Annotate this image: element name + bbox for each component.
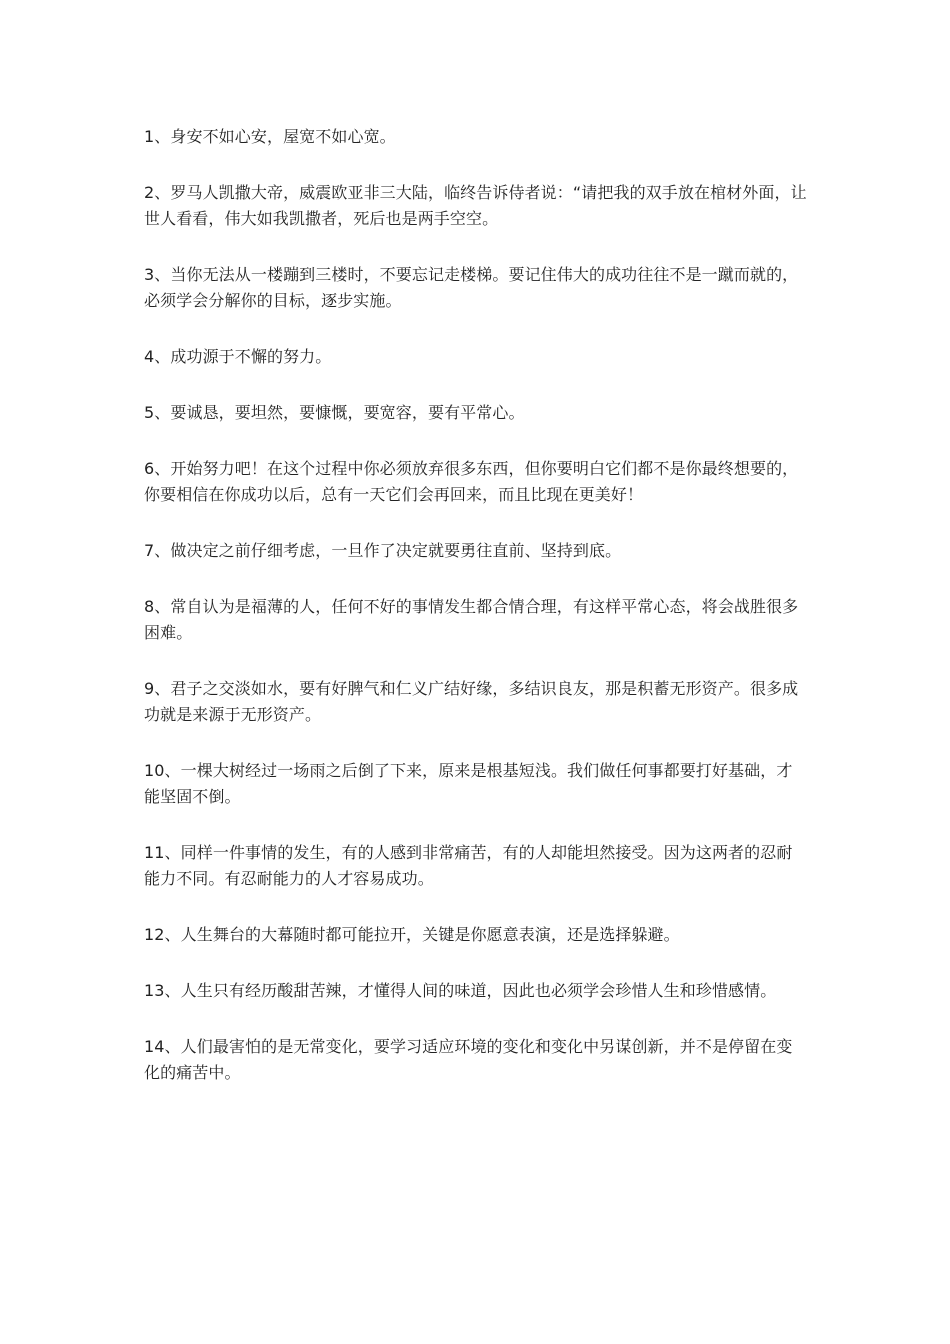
quote-2: 2、罗马人凯撒大帝，威震欧亚非三大陆，临终告诉侍者说：“请把我的双手放在棺材外面，让世人看看，伟大如我凯撒者，死后也是两手空空。 <box>144 183 807 228</box>
quote-6: 6、开始努力吧！在这个过程中你必须放弃很多东西，但你要明白它们都不是你最终想要的，你要相信在你成功以后，总有一天它们会再回来，而且比现在更美好！ <box>144 459 799 504</box>
quote-11: 11、同样一件事情的发生，有的人感到非常痛苦，有的人却能坦然接受。因为这两者的忍耐能力不同。有忍耐能力的人才容易成功。 <box>144 843 793 888</box>
quote-13: 13、人生只有经历酸甜苦辣，才懂得人间的味道，因此也必须学会珍惜人生和珍惜感情。 <box>144 981 777 1000</box>
quote-3: 3、当你无法从一楼蹦到三楼时，不要忘记走楼梯。要记住伟大的成功往往不是一蹴而就的，必须学会分解你的目标，逐步实施。 <box>144 265 799 310</box>
quote-14: 14、人们最害怕的是无常变化，要学习适应环境的变化和变化中另谋创新，并不是停留在变化的痛苦中。 <box>144 1037 793 1082</box>
quote-9: 9、君子之交淡如水，要有好脾气和仁义广结好缘，多结识良友，那是积蓄无形资产。很多成功就是来源于无形资产。 <box>144 679 799 724</box>
quote-4: 4、成功源于不懈的努力。 <box>144 347 332 366</box>
quote-12: 12、人生舞台的大幕随时都可能拉开，关键是你愿意表演，还是选择躲避。 <box>144 925 680 944</box>
quote-list <box>144 124 808 1116</box>
quote-1: 1、身安不如心安，屋宽不如心宽。 <box>144 127 396 146</box>
quote-10: 10、一棵大树经过一场雨之后倒了下来，原来是根基短浅。我们做任何事都要打好基础，才能坚固不倒。 <box>144 761 793 806</box>
quote-7: 7、做决定之前仔细考虑，一旦作了决定就要勇往直前、坚持到底。 <box>144 541 622 560</box>
quote-5: 5、要诚恳，要坦然，要慷慨，要宽容，要有平常心。 <box>144 403 525 422</box>
quote-8: 8、常自认为是福薄的人，任何不好的事情发生都合情合理，有这样平常心态，将会战胜很多困难。 <box>144 597 799 642</box>
